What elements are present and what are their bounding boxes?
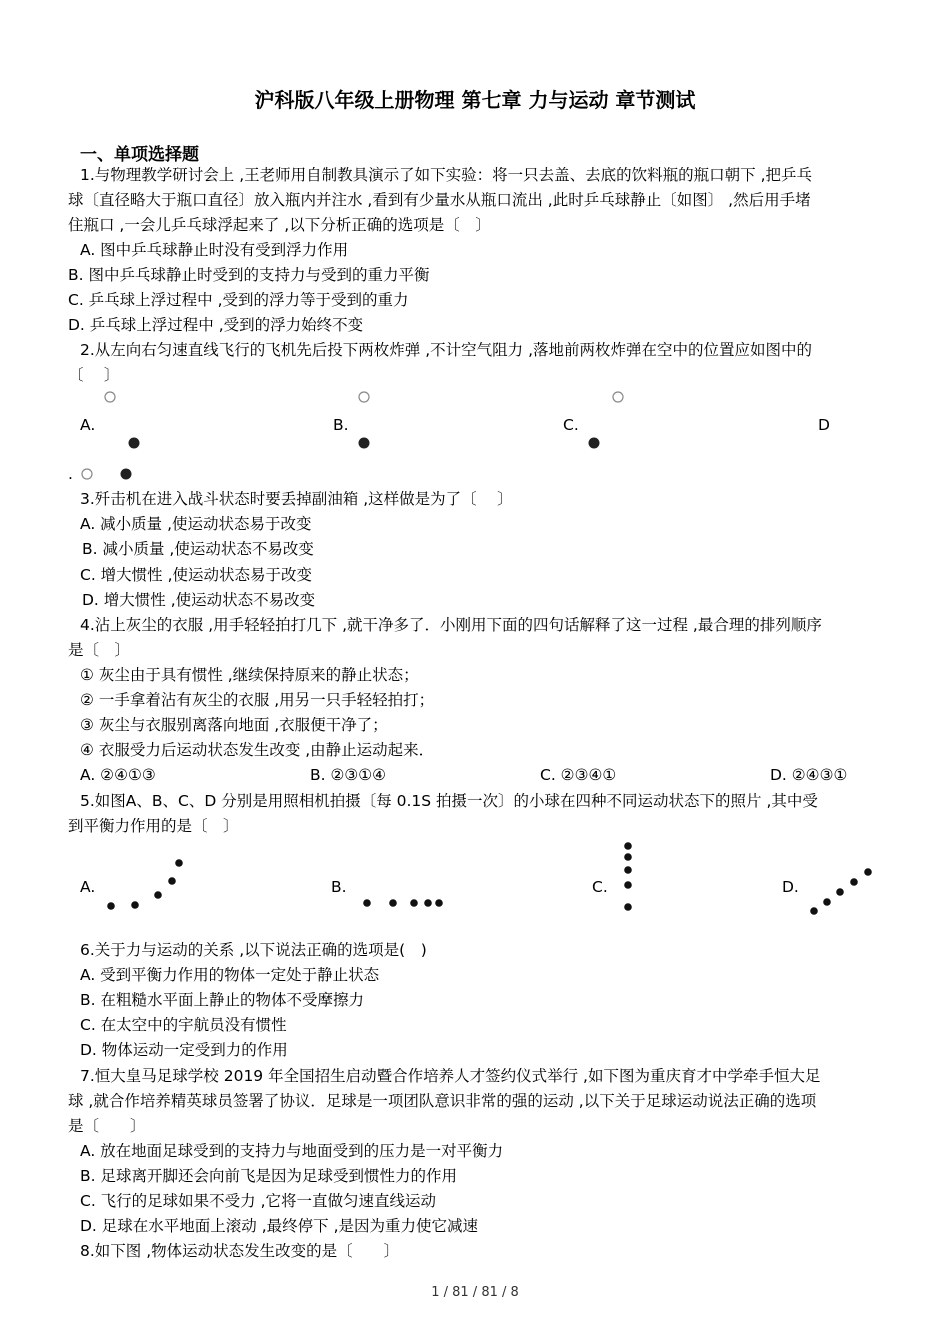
q5-figure-c xyxy=(618,838,638,918)
ball-position xyxy=(154,891,162,899)
q4-statement-1: ① 灰尘由于具有惯性 ,继续保持原来的静止状态； xyxy=(80,666,419,684)
q2-figure-a xyxy=(100,388,140,453)
q5-stem-line-2: 到平衡力作用的是〔 〕 xyxy=(68,817,239,835)
bomb-solid xyxy=(121,469,132,480)
bomb-hollow xyxy=(105,392,115,402)
q1-stem-line-2: 球〔直径略大于瓶口直径〕放入瓶内并注水 ,看到有少量水从瓶口流出 ,此时乒乓球静止〔如图〕 ,然后用手堵 xyxy=(68,191,811,209)
q2-figure-b xyxy=(354,388,374,453)
q4-statement-4: ④ 衣服受力后运动状态发生改变 ,由静止运动起来． xyxy=(80,741,435,759)
q5-option-c-label: C. xyxy=(592,878,608,896)
bomb-solid xyxy=(129,438,140,449)
q6-stem: 6.关于力与运动的关系 ,以下说法正确的选项是( ) xyxy=(80,941,427,959)
q8-stem: 8.如下图 ,物体运动状态发生改变的是〔 〕 xyxy=(80,1242,400,1260)
q2-figure-c xyxy=(585,388,625,453)
q2-figure-d xyxy=(78,464,138,484)
page-footer: 1 / 81 / 81 / 8 xyxy=(431,1285,519,1300)
q2-option-a-label: A. xyxy=(80,416,96,434)
q1-option-d: D. 乒乓球上浮过程中 ,受到的浮力始终不变 xyxy=(68,316,364,334)
bomb-hollow xyxy=(613,392,623,402)
ball-position xyxy=(131,901,139,909)
q4-statement-2: ② 一手拿着沾有灰尘的衣服 ,用另一只手轻轻拍打； xyxy=(80,691,435,709)
bomb-solid xyxy=(589,438,600,449)
q3-option-b: B. 减小质量 ,使运动状态不易改变 xyxy=(82,540,314,558)
q4-option-b: B. ②③①④ xyxy=(310,766,387,784)
ball-position xyxy=(107,902,115,910)
q4-statement-3: ③ 灰尘与衣服别离落向地面 ,衣服便干净了； xyxy=(80,716,388,734)
q4-option-d: D. ②④③① xyxy=(770,766,848,784)
ball-position xyxy=(864,868,872,876)
q1-option-a: A. 图中乒乓球静止时没有受到浮力作用 xyxy=(80,241,349,259)
q1-option-b: B. 图中乒乓球静止时受到的支持力与受到的重力平衡 xyxy=(68,266,430,284)
q2-stem-line-1: 2.从左向右匀速直线飞行的飞机先后投下两枚炸弹 ,不计空气阻力 ,落地前两枚炸弹在空中的位置应如图中的 xyxy=(80,341,812,359)
ball-position xyxy=(435,899,443,907)
q1-stem-line-3: 住瓶口 ,一会儿乒乓球浮起来了 ,以下分析正确的选项是〔 〕 xyxy=(68,216,491,234)
q5-option-d-label: D. xyxy=(782,878,799,896)
q3-stem: 3.歼击机在进入战斗状态时要丢掉副油箱 ,这样做是为了〔 〕 xyxy=(80,490,513,508)
ball-position xyxy=(624,853,632,861)
ball-position xyxy=(823,898,831,906)
q4-option-c: C. ②③④① xyxy=(540,766,617,784)
ball-position xyxy=(836,888,844,896)
q1-stem-line-1: 1.与物理教学研讨会上 ,王老师用自制教具演示了如下实验：将一只去盖、去底的饮料瓶的瓶口朝下 ,把乒乓 xyxy=(80,166,812,184)
ball-position xyxy=(175,859,183,867)
q4-stem-line-2: 是〔 〕 xyxy=(68,641,131,659)
q5-figure-d xyxy=(800,860,880,920)
q5-option-b-label: B. xyxy=(331,878,347,896)
ball-position xyxy=(424,899,432,907)
q2-option-b-label: B. xyxy=(333,416,349,434)
page-title: 沪科版八年级上册物理 第七章 力与运动 章节测试 xyxy=(254,88,696,112)
ball-position xyxy=(624,866,632,874)
q7-stem-line-1: 7.恒大皇马足球学校 2019 年全国招生启动暨合作培养人才签约仪式举行 ,如下图为重庆育才中学牵手恒大足 xyxy=(80,1067,821,1085)
q7-stem-line-3: 是〔 〕 xyxy=(68,1117,146,1135)
q6-option-a: A. 受到平衡力作用的物体一定处于静止状态 xyxy=(80,966,380,984)
q5-option-a-label: A. xyxy=(80,878,96,896)
q3-option-a: A. 减小质量 ,使运动状态易于改变 xyxy=(80,515,312,533)
q2-option-d-dot: . xyxy=(68,465,73,483)
q4-option-a: A. ②④①③ xyxy=(80,766,156,784)
q6-option-d: D. 物体运动一定受到力的作用 xyxy=(80,1041,288,1059)
q2-option-d-label: D xyxy=(818,416,830,434)
bomb-solid xyxy=(359,438,370,449)
ball-position xyxy=(363,899,371,907)
ball-position xyxy=(624,842,632,850)
ball-position xyxy=(410,899,418,907)
ball-position xyxy=(624,881,632,889)
ball-position xyxy=(810,907,818,915)
q7-option-d: D. 足球在水平地面上滚动 ,最终停下 ,是因为重力使它减速 xyxy=(80,1217,478,1235)
q7-stem-line-2: 球 ,就合作培养精英球员签署了协议．足球是一项团队意识非常的强的运动 ,以下关于足球运动说法正确的选项 xyxy=(68,1092,817,1110)
bomb-hollow xyxy=(359,392,369,402)
ball-position xyxy=(168,877,176,885)
q5-figure-a xyxy=(100,852,190,912)
q6-option-c: C. 在太空中的宇航员没有惯性 xyxy=(80,1016,287,1034)
ball-position xyxy=(624,903,632,911)
q2-stem-line-2: 〔 〕 xyxy=(68,366,120,384)
q3-option-c: C. 增大惯性 ,使运动状态易于改变 xyxy=(80,566,313,584)
q7-option-a: A. 放在地面足球受到的支持力与地面受到的压力是一对平衡力 xyxy=(80,1142,504,1160)
q6-option-b: B. 在粗糙水平面上静止的物体不受摩擦力 xyxy=(80,991,364,1009)
q5-stem-line-1: 5.如图A、B、C、D 分别是用照相机拍摄〔每 0.1S 拍摄一次〕的小球在四种不同运动状态下的照片 ,其中受 xyxy=(80,792,818,810)
q5-figure-b xyxy=(355,893,455,913)
q7-option-b: B. 足球离开脚还会向前飞是因为足球受到惯性力的作用 xyxy=(80,1167,457,1185)
q7-option-c: C. 飞行的足球如果不受力 ,它将一直做匀速直线运动 xyxy=(80,1192,437,1210)
ball-position xyxy=(389,899,397,907)
bomb-hollow xyxy=(82,469,92,479)
q4-stem-line-1: 4.沾上灰尘的衣服 ,用手轻轻拍打几下 ,就干净多了．小刚用下面的四句话解释了这一过程 ,最合理的排列顺序 xyxy=(80,616,822,634)
q2-option-c-label: C. xyxy=(563,416,579,434)
q3-option-d: D. 增大惯性 ,使运动状态不易改变 xyxy=(82,591,316,609)
section-heading: 一、单项选择题 xyxy=(80,145,199,165)
q1-option-c: C. 乒乓球上浮过程中 ,受到的浮力等于受到的重力 xyxy=(68,291,409,309)
ball-position xyxy=(850,878,858,886)
